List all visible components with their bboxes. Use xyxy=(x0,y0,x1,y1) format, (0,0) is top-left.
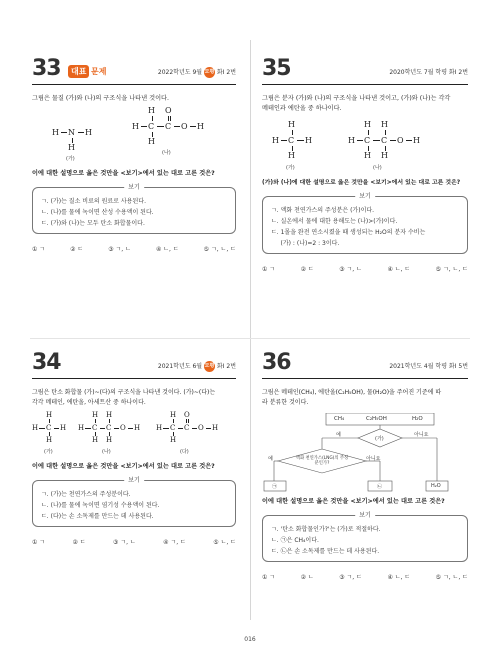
question-33 xyxy=(32,58,236,253)
source-text: 2022학년도 9월 xyxy=(157,69,203,76)
answer-choices xyxy=(262,572,468,581)
structure-label: (가) xyxy=(286,165,295,171)
question-stem: 메테인과 에탄올 중 하나이다. xyxy=(262,105,342,112)
choice-1[interactable]: ① ㄱ xyxy=(32,246,46,253)
choice-1[interactable]: ① ㄱ xyxy=(262,266,276,273)
choice-4[interactable]: ④ ㄴ, ㄷ xyxy=(155,246,179,253)
row-divider xyxy=(30,338,470,339)
structure-a: H H C H H (가) xyxy=(272,120,312,171)
structure-b: H H H C C O H H H (나) xyxy=(78,411,141,455)
question-header xyxy=(32,58,236,85)
source-text: 2021학년도 6월 xyxy=(157,363,203,370)
bogi-item: ㄷ. 1몰을 완전 연소시켰을 때 생성되는 H₂O의 분자 수비는 xyxy=(271,229,426,236)
choice-3[interactable]: ③ ㄱ, ㄴ xyxy=(113,539,136,546)
source-badge: 모평 xyxy=(204,361,215,372)
bogi-item: ㄴ. (나)를 물에 녹이면 염기성 수용액이 된다. xyxy=(41,502,160,509)
flow-output: ㉡ xyxy=(377,484,383,490)
flow-no2-label: 아니요 xyxy=(366,456,381,462)
structure-figure xyxy=(32,106,236,166)
source-tail: 화Ⅰ 2번 xyxy=(216,69,236,76)
question-34 xyxy=(32,352,236,546)
bogi-item: ㄷ. ㉡은 손 소독제를 만드는 데 사용된다. xyxy=(271,548,380,555)
page-number: 016 xyxy=(244,636,256,643)
column-divider xyxy=(250,40,251,620)
bogi-item: ㄷ. (가)와 (나)는 모두 탄소 화합물이다. xyxy=(41,220,145,227)
bogi-item: ㄱ. (가)는 질소 비료의 원료로 사용된다. xyxy=(41,198,146,205)
bogi-item: (가) : (나)=2 : 3이다. xyxy=(271,240,340,247)
question-prompt: 이에 대한 설명으로 옳은 것만을 <보기>에서 있는 대로 고른 것은? xyxy=(32,463,215,470)
flow-output: H₂O xyxy=(431,483,441,489)
structure-label: (나) xyxy=(373,165,382,171)
structure-b: H H H C C O H H H (나) xyxy=(348,120,420,171)
flow-yes2-label: 예 xyxy=(268,456,273,462)
choice-2[interactable]: ② ㄷ xyxy=(72,539,86,546)
question-stem: 각각 메테인, 에탄올, 아세트산 중 하나이다. xyxy=(32,399,146,406)
question-header xyxy=(32,352,236,379)
structure-b: H O H C C O H H (나) xyxy=(132,106,204,156)
question-source: 2021학년도 4월 학평 화Ⅰ 5번 xyxy=(389,363,468,370)
question-source xyxy=(158,67,236,78)
flow-yes-label: 예 xyxy=(336,432,341,438)
tag-problem: 문제 xyxy=(91,67,107,76)
choice-2[interactable]: ② ㄴ xyxy=(300,574,314,581)
question-36 xyxy=(262,352,468,581)
bogi-box xyxy=(32,184,236,234)
flow-item: H₂O xyxy=(412,416,423,422)
bogi-item: ㄷ. (다)는 손 소독제를 만드는 데 사용된다. xyxy=(41,513,154,520)
bogi-title: 보기 xyxy=(355,510,375,519)
tag-representative: 대표 xyxy=(68,65,89,78)
choice-5[interactable]: ⑤ ㄱ, ㄴ, ㄷ xyxy=(435,266,468,273)
bogi-box xyxy=(32,477,236,527)
source-badge: 모평 xyxy=(204,67,215,78)
bogi-title: 보기 xyxy=(124,475,144,484)
bogi-item: ㄱ. (가)는 천연가스의 주성분이다. xyxy=(41,491,131,498)
flow-no-label: 아니요 xyxy=(414,432,429,438)
choice-3[interactable]: ③ ㄱ, ㄴ xyxy=(108,246,131,253)
bogi-box xyxy=(262,512,468,562)
bogi-title: 보기 xyxy=(124,182,144,191)
structure-figure xyxy=(32,411,236,459)
question-number: 34 xyxy=(32,350,61,375)
question-header xyxy=(262,352,468,379)
choice-1[interactable]: ① ㄱ xyxy=(32,539,46,546)
structure-label: (가) xyxy=(66,156,75,162)
question-stem: 그림은 메테인(CH₄), 에탄올(C₂H₅OH), 물(H₂O)을 주어진 기준에 따 xyxy=(262,389,442,396)
question-stem: 그림은 탄소 화합물 (가)~(다)의 구조식을 나타낸 것이다. (가)~(다)는 xyxy=(32,389,216,396)
structure-c: H O H C C O H H (다) xyxy=(156,411,219,455)
source-tail: 화Ⅰ 2번 xyxy=(216,363,236,370)
question-stem: 그림은 분자 (가)와 (나)의 구조식을 나타낸 것이고, (가)와 (나)는 각각 xyxy=(262,95,451,102)
question-header xyxy=(262,58,468,85)
structure-label: (가) xyxy=(44,449,53,455)
bogi-item: ㄴ. 실온에서 물에 대한 용해도는 (나)>(가)이다. xyxy=(271,218,398,225)
structure-label: (나) xyxy=(162,150,171,156)
bogi-item: ㄴ. (나)를 물에 녹이면 산성 수용액이 된다. xyxy=(41,209,154,216)
structure-label: (다) xyxy=(180,449,189,455)
question-source: 2020학년도 7월 학평 화Ⅰ 2번 xyxy=(389,69,468,76)
question-prompt: (가)와 (나)에 대한 설명으로 옳은 것만을 <보기>에서 있는 대로 고른 것은? xyxy=(262,180,461,186)
bogi-title: 보기 xyxy=(355,191,375,200)
choice-5[interactable]: ⑤ ㄱ, ㄴ, ㄷ xyxy=(203,246,236,253)
question-number: 33 xyxy=(32,56,61,81)
bogi-item: ㄱ. 액화 천연가스의 주성분은 (가)이다. xyxy=(271,207,375,214)
flow-output: ㉠ xyxy=(272,484,278,490)
structure-a: H H C H H (가) xyxy=(32,411,67,455)
choice-4[interactable]: ④ ㄱ, ㄷ xyxy=(163,539,186,546)
answer-choices xyxy=(32,244,236,253)
choice-2[interactable]: ② ㄷ xyxy=(70,246,84,253)
bogi-item: ㄱ. '탄소 화합물인가?'는 (가)로 적절하다. xyxy=(271,526,381,533)
bogi-box xyxy=(262,193,468,254)
question-stem: 그림은 물질 (가)와 (나)의 구조식을 나타낸 것이다. xyxy=(32,95,169,102)
flow-question-1: (가) xyxy=(375,436,384,442)
answer-choices xyxy=(32,537,236,546)
bogi-item: ㄴ. ㉠은 CH₄이다. xyxy=(271,537,319,544)
choice-2[interactable]: ② ㄷ xyxy=(300,266,314,273)
question-stem: 라 분류한 것이다. xyxy=(262,399,309,406)
choice-3[interactable]: ③ ㄱ, ㄴ xyxy=(339,266,362,273)
choice-3[interactable]: ③ ㄱ, ㄷ xyxy=(339,574,362,581)
choice-5[interactable]: ⑤ ㄴ, ㄷ xyxy=(213,539,236,546)
answer-choices xyxy=(262,264,468,273)
flow-item: C₂H₅OH xyxy=(366,416,387,422)
question-source xyxy=(158,361,236,372)
flow-question-2: 액화 천연가스(LNG)의 주성분인가? xyxy=(295,456,349,466)
choice-4[interactable]: ④ ㄴ, ㄷ xyxy=(387,266,411,273)
question-number: 36 xyxy=(262,350,291,375)
structure-a: H N H H (가) xyxy=(52,128,92,162)
structure-figure xyxy=(262,118,468,176)
structure-label: (나) xyxy=(102,449,111,455)
question-prompt: 이에 대한 설명으로 옳은 것만을 <보기>에서 있는 대로 고른 것은? xyxy=(262,498,445,505)
question-35 xyxy=(262,58,468,273)
choice-4[interactable]: ④ ㄴ, ㄷ xyxy=(387,574,411,581)
classification-flowchart xyxy=(262,413,468,495)
question-prompt: 이에 대한 설명으로 옳은 것만을 <보기>에서 있는 대로 고른 것은? xyxy=(32,170,215,177)
choice-5[interactable]: ⑤ ㄱ, ㄴ, ㄷ xyxy=(435,574,468,581)
question-number: 35 xyxy=(262,56,291,81)
choice-1[interactable]: ① ㄱ xyxy=(262,574,276,581)
flow-item: CH₄ xyxy=(334,416,345,422)
